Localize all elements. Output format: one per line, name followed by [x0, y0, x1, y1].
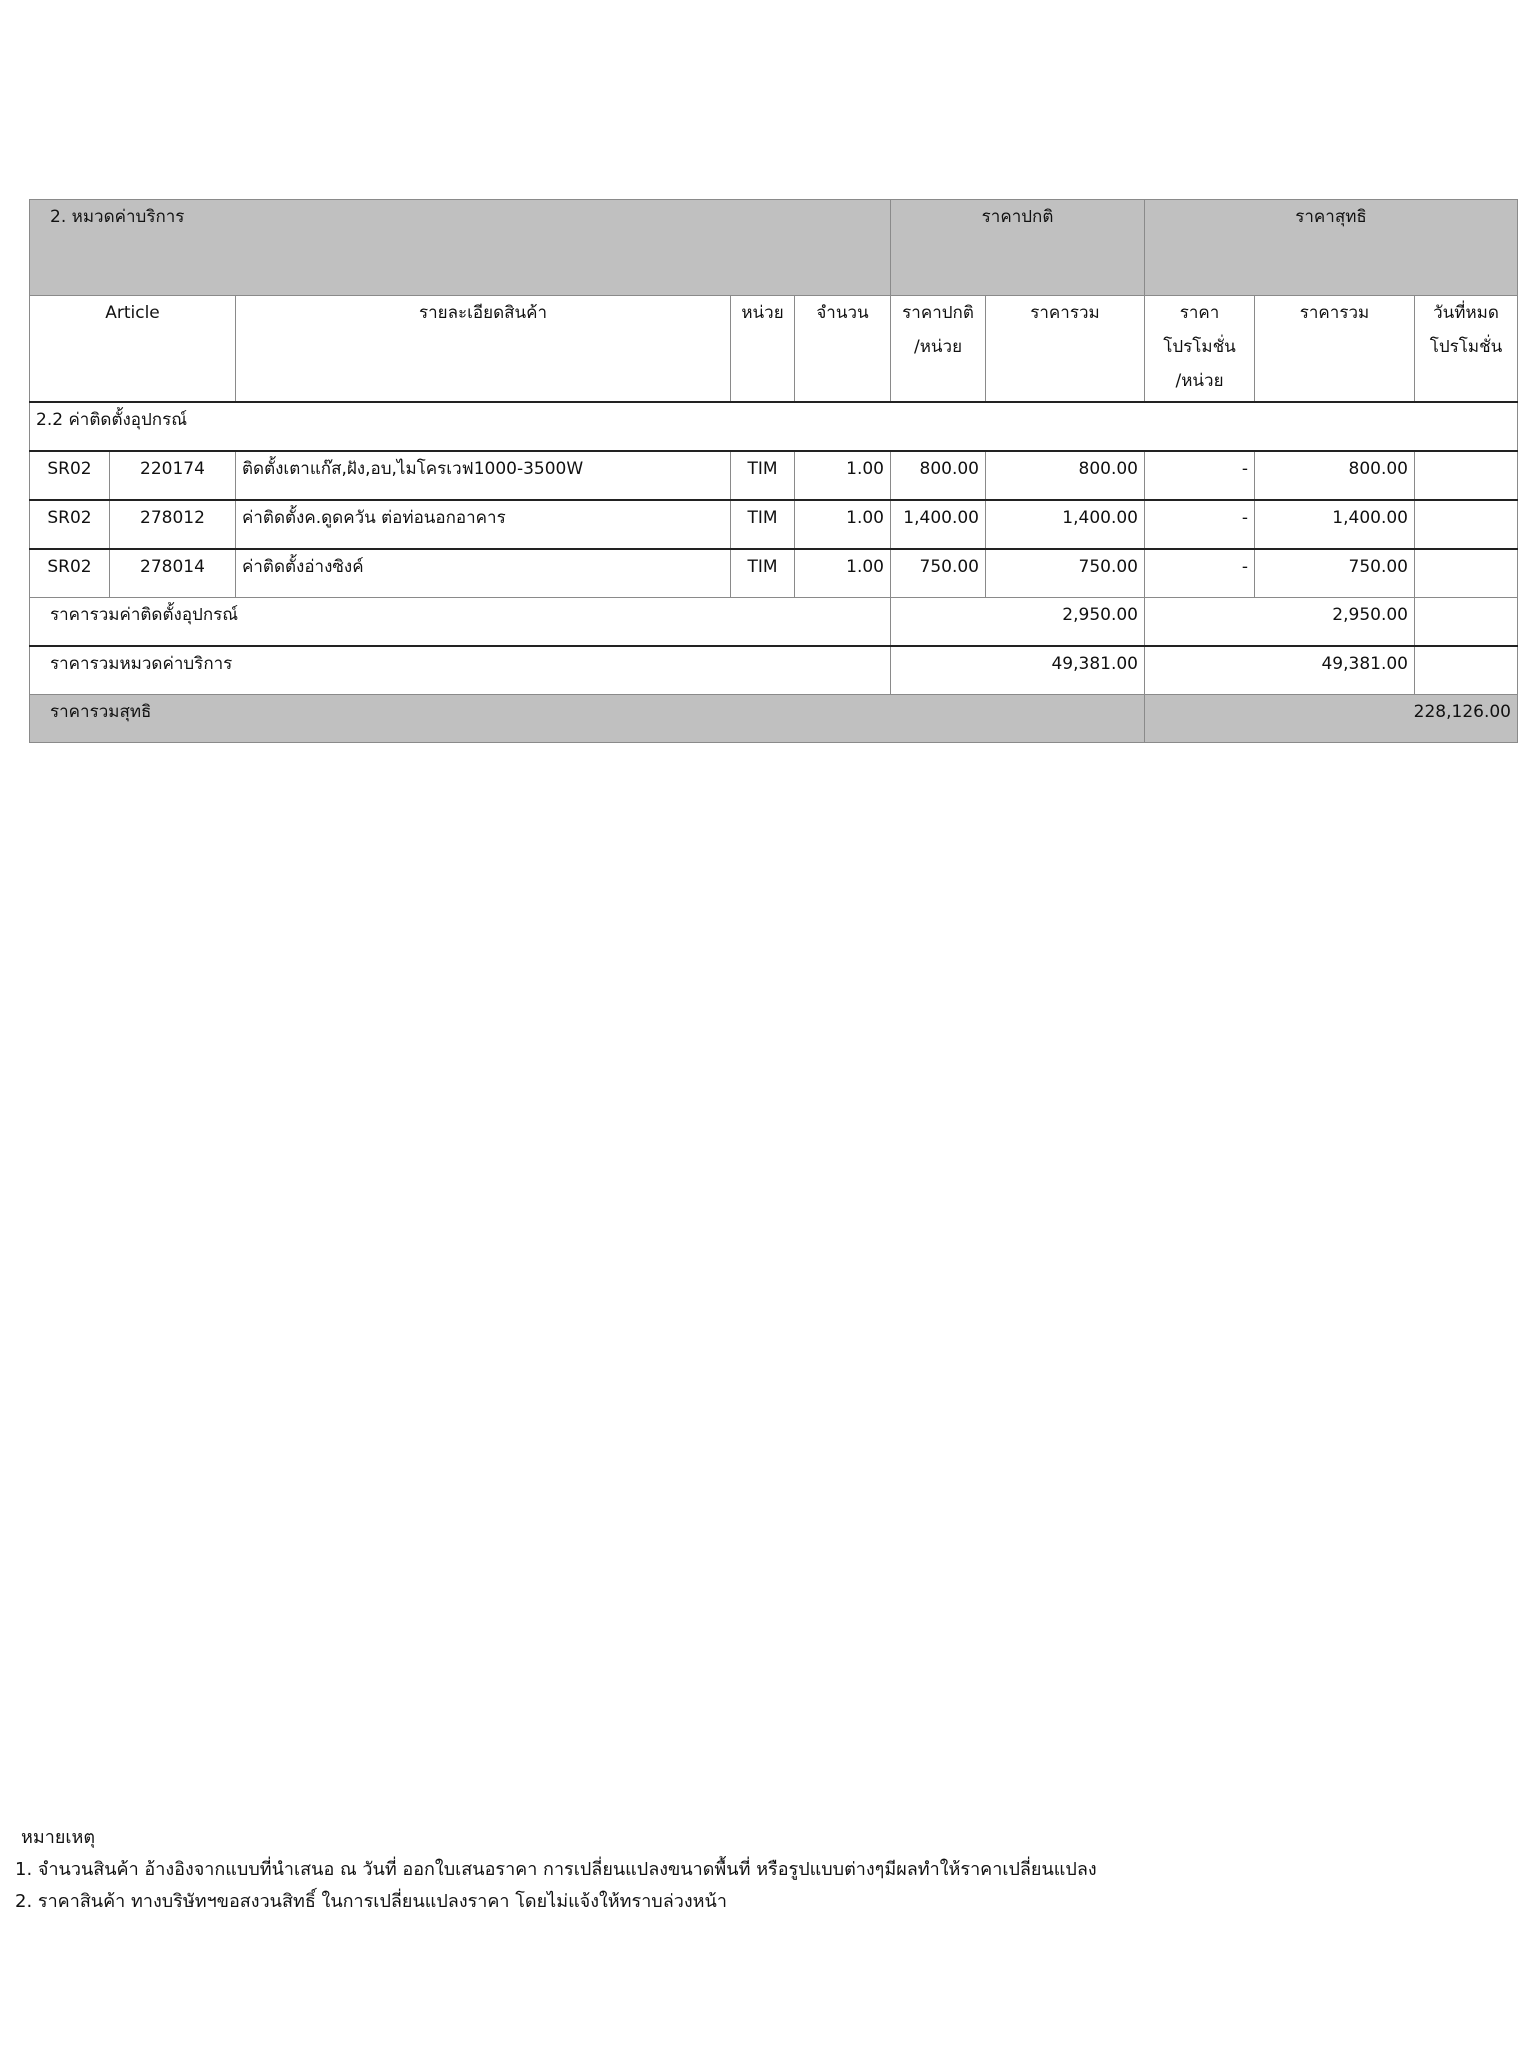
col-promo-end-line1: วันที่หมด — [1433, 302, 1499, 323]
row-article: 278014 — [110, 549, 236, 598]
row-unit: TIM — [731, 549, 795, 598]
subtotal-row — [30, 597, 1518, 646]
col-normal-total: ราคารวม — [986, 295, 1145, 402]
col-promo — [1145, 295, 1255, 402]
row-normal-unit: 750.00 — [891, 549, 986, 598]
row-normal-total: 750.00 — [986, 549, 1145, 598]
row-detail: ติดตั้งเตาแก๊ส,ฝัง,อบ,ไมโครเวฟ1000-3500W — [236, 451, 731, 500]
subsection-title: 2.2 ค่าติดตั้งอุปกรณ์ — [30, 402, 1518, 451]
note-item-1: 1. จำนวนสินค้า อ้างอิงจากแบบที่นำเสนอ ณ วันที่ ออกใบเสนอราคา การเปลี่ยนแปลงขนาดพื้นที่ หรือรูปแบบต่างๆมีผลทำให้ราคาเปลี่ยนแปลง — [15, 1859, 1097, 1880]
column-header-row — [30, 295, 1518, 402]
row-normal-total: 1,400.00 — [986, 500, 1145, 549]
col-promo-line1: ราคา — [1179, 302, 1220, 323]
subtotal-normal: 2,950.00 — [891, 597, 1145, 646]
row-qty: 1.00 — [795, 500, 891, 549]
subtotal-label: ราคารวมค่าติดตั้งอุปกรณ์ — [30, 597, 891, 646]
row-net-total: 750.00 — [1255, 549, 1415, 598]
row-article: 278012 — [110, 500, 236, 549]
subtotal-net: 2,950.00 — [1145, 597, 1415, 646]
row-net-total: 800.00 — [1255, 451, 1415, 500]
row-detail: ค่าติดตั้งอ่างซิงค์ — [236, 549, 731, 598]
group-normal-price: ราคาปกติ — [891, 199, 1145, 295]
notes-block — [15, 1822, 1097, 1918]
category-total-net: 49,381.00 — [1145, 646, 1415, 695]
col-promo-line3: /หน่วย — [1175, 370, 1224, 391]
row-qty: 1.00 — [795, 549, 891, 598]
table-row — [30, 549, 1518, 598]
group-net-price: ราคาสุทธิ — [1145, 199, 1518, 295]
notes-title: หมายเหตุ — [21, 1827, 96, 1848]
row-promo: - — [1145, 549, 1255, 598]
row-code: SR02 — [30, 500, 110, 549]
grand-total-value: 228,126.00 — [1145, 694, 1518, 742]
quotation-table — [29, 199, 1518, 743]
col-article: Article — [30, 295, 236, 402]
grand-total-label: ราคารวมสุทธิ — [30, 694, 1145, 742]
section-header-row — [30, 199, 1518, 295]
col-net-total: ราคารวม — [1255, 295, 1415, 402]
col-qty: จำนวน — [795, 295, 891, 402]
row-promo: - — [1145, 451, 1255, 500]
section-title: 2. หมวดค่าบริการ — [30, 199, 891, 295]
row-normal-unit: 800.00 — [891, 451, 986, 500]
row-qty: 1.00 — [795, 451, 891, 500]
subsection-row — [30, 402, 1518, 451]
note-item-2: 2. ราคาสินค้า ทางบริษัทฯขอสงวนสิทธิ์ ในการเปลี่ยนแปลงราคา โดยไม่แจ้งให้ทราบล่วงหน้า — [15, 1891, 727, 1912]
row-unit: TIM — [731, 451, 795, 500]
row-code: SR02 — [30, 451, 110, 500]
col-normal-unit-line2: /หน่วย — [913, 336, 963, 357]
col-detail: รายละเอียดสินค้า — [236, 295, 731, 402]
row-detail: ค่าติดตั้งค.ดูดควัน ต่อท่อนอกอาคาร — [236, 500, 731, 549]
col-unit: หน่วย — [731, 295, 795, 402]
table-row — [30, 500, 1518, 549]
row-promo-end — [1415, 451, 1518, 500]
col-normal-unit-line1: ราคาปกติ — [902, 302, 974, 323]
row-promo-end — [1415, 500, 1518, 549]
row-article: 220174 — [110, 451, 236, 500]
col-promo-line2: โปรโมชั่น — [1163, 336, 1236, 357]
row-normal-unit: 1,400.00 — [891, 500, 986, 549]
row-promo-end — [1415, 549, 1518, 598]
row-code: SR02 — [30, 549, 110, 598]
row-unit: TIM — [731, 500, 795, 549]
subtotal-empty — [1415, 597, 1518, 646]
category-total-row — [30, 646, 1518, 695]
row-normal-total: 800.00 — [986, 451, 1145, 500]
grand-total-row — [30, 694, 1518, 742]
row-net-total: 1,400.00 — [1255, 500, 1415, 549]
table-row — [30, 451, 1518, 500]
row-promo: - — [1145, 500, 1255, 549]
category-total-empty — [1415, 646, 1518, 695]
category-total-normal: 49,381.00 — [891, 646, 1145, 695]
col-normal-unit — [891, 295, 986, 402]
category-total-label: ราคารวมหมวดค่าบริการ — [30, 646, 891, 695]
col-promo-end-line2: โปรโมชั่น — [1429, 336, 1503, 357]
col-promo-end — [1415, 295, 1518, 402]
